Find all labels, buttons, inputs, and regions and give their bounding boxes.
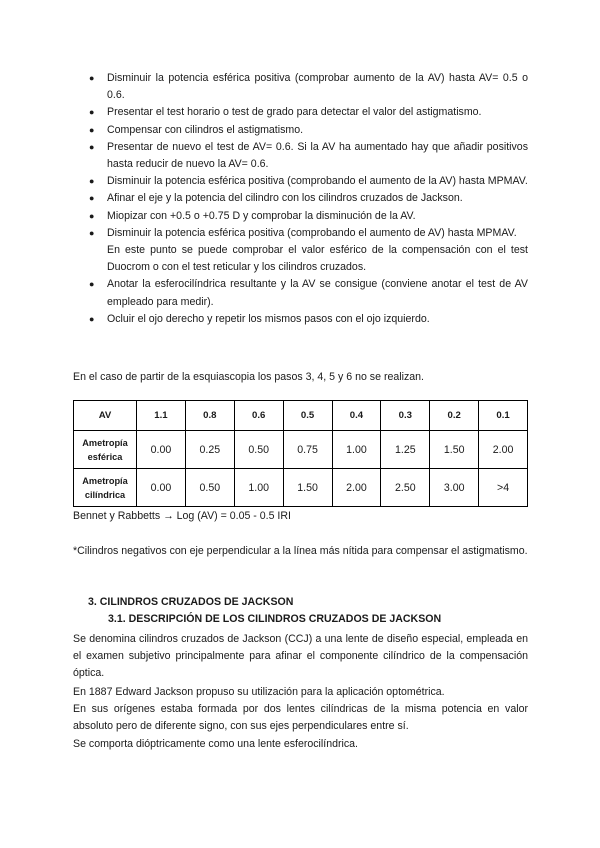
duocrom-note: En este punto se puede comprobar el valor esférico de la compensación con el test Duocrom o con el test reticular y los cilindros cruzados. bbox=[107, 244, 528, 274]
bullet-icon: ● bbox=[89, 176, 95, 187]
list-item: ● Disminuir la potencia esférica positiva (comprobar aumento de la AV) hasta AV= 0.5 o 0.6. bbox=[89, 72, 528, 102]
body-paragraph: En sus orígenes estaba formada por dos lentes cilíndricas de la misma potencia en valor absoluto pero de diferente signo, con sus ejes perpendiculares entre sí. bbox=[73, 703, 528, 733]
subsection-heading: 3.1. DESCRIPCIÓN DE LOS CILINDROS CRUZADOS DE JACKSON bbox=[108, 613, 442, 625]
bullet-icon: ● bbox=[89, 141, 95, 152]
bullet-icon: ● bbox=[89, 193, 95, 204]
table-row bbox=[74, 431, 528, 469]
list-item: ● Ocluir el ojo derecho y repetir los mismos pasos con el ojo izquierdo. bbox=[73, 311, 528, 328]
table-cell: 1.50 bbox=[283, 469, 332, 507]
table-cell: 0.25 bbox=[185, 431, 234, 469]
table-cell: 0.50 bbox=[185, 469, 234, 507]
table-header-row bbox=[74, 401, 528, 431]
table-cell: 0.00 bbox=[137, 431, 186, 469]
procedure-steps-list bbox=[73, 70, 528, 328]
table-cell: >4 bbox=[479, 469, 528, 507]
table-cell: 2.00 bbox=[479, 431, 528, 469]
list-item: ● Compensar con cilindros el astigmatismo. bbox=[73, 122, 528, 139]
bullet-icon: ● bbox=[89, 73, 95, 83]
cylinder-footnote: *Cilindros negativos con eje perpendicular a la línea más nítida para compensar el astigmatismo. bbox=[73, 545, 528, 557]
table-cell: 1.00 bbox=[234, 469, 283, 507]
table-header-cell: AV bbox=[74, 401, 137, 431]
bullet-icon: ● bbox=[89, 313, 95, 324]
list-item: ● Presentar de nuevo el test de AV= 0.6. Si la AV ha aumentado hay que añadir positivos hasta reducir de nuevo la AV= 0.6. bbox=[89, 140, 528, 171]
skip-steps-note: En el caso de partir de la esquiascopia los pasos 3, 4, 5 y 6 no se realizan. bbox=[73, 371, 424, 383]
table-header-cell: 0.3 bbox=[381, 401, 430, 431]
table-header-cell: 0.5 bbox=[283, 401, 332, 431]
section-heading: 3. CILINDROS CRUZADOS DE JACKSON bbox=[88, 596, 294, 608]
table-header-cell: 1.1 bbox=[137, 401, 186, 431]
body-paragraph: Se denomina cilindros cruzados de Jackson (CCJ) a una lente de diseño especial, empleada en el examen subjetivo principalmente para afinar el componente cilíndrico de la compensación óptica. bbox=[73, 633, 528, 680]
bennet-rabbetts-formula: Bennet y Rabbetts → Log (AV) = 0.05 - 0.5 IRI bbox=[73, 510, 291, 522]
table-header-cell: 0.4 bbox=[332, 401, 381, 431]
table-header-cell: 0.6 bbox=[234, 401, 283, 431]
row-label-cylindrical: Ametropía cilíndrica bbox=[74, 469, 137, 507]
list-item: ● Presentar el test horario o test de grado para detectar el valor del astigmatismo. bbox=[73, 104, 528, 121]
bullet-icon: ● bbox=[89, 227, 95, 238]
bullet-icon: ● bbox=[89, 210, 95, 221]
table-cell: 0.50 bbox=[234, 431, 283, 469]
row-label-spherical: Ametropía esférica bbox=[74, 431, 137, 469]
body-paragraph: Se comporta dióptricamente como una lente esferocilíndrica. bbox=[73, 738, 359, 750]
list-item: ● Disminuir la potencia esférica positiva (comprobando el aumento de la AV) hasta MPMAV. bbox=[73, 173, 528, 190]
list-item: ● Afinar el eje y la potencia del cilindro con los cilindros cruzados de Jackson. bbox=[73, 190, 528, 207]
table-cell: 1.25 bbox=[381, 431, 430, 469]
table-cell: 3.00 bbox=[430, 469, 479, 507]
bullet-icon: ● bbox=[89, 279, 95, 290]
table-cell: 0.75 bbox=[283, 431, 332, 469]
table-header-cell: 0.8 bbox=[185, 401, 234, 431]
table-cell: 2.50 bbox=[381, 469, 430, 507]
list-item: ● Disminuir la potencia esférica positiva (comprobando el aumento de AV) hasta MPMAV. En este punto se puede comprobar el valor esférico de la compensación con el test Duocrom o con el test reticular y los cilindros cruzados. bbox=[73, 225, 528, 277]
list-item: ● Miopizar con +0.5 o +0.75 D y comprobar la disminución de la AV. bbox=[73, 208, 528, 225]
table-cell: 1.50 bbox=[430, 431, 479, 469]
table-row bbox=[74, 469, 528, 507]
body-paragraph: En 1887 Edward Jackson propuso su utilización para la aplicación optométrica. bbox=[73, 686, 445, 698]
table-header-cell: 0.1 bbox=[479, 401, 528, 431]
table-header-cell: 0.2 bbox=[430, 401, 479, 431]
bullet-icon: ● bbox=[89, 124, 95, 135]
list-item: ● Anotar la esferocilíndrica resultante y la AV se consigue (conviene anotar el test de AV empleado para medir). bbox=[89, 278, 528, 308]
table-cell: 1.00 bbox=[332, 431, 381, 469]
table-cell: 0.00 bbox=[137, 469, 186, 507]
bullet-icon: ● bbox=[89, 107, 95, 118]
av-ametropia-table bbox=[73, 400, 528, 507]
table-cell: 2.00 bbox=[332, 469, 381, 507]
